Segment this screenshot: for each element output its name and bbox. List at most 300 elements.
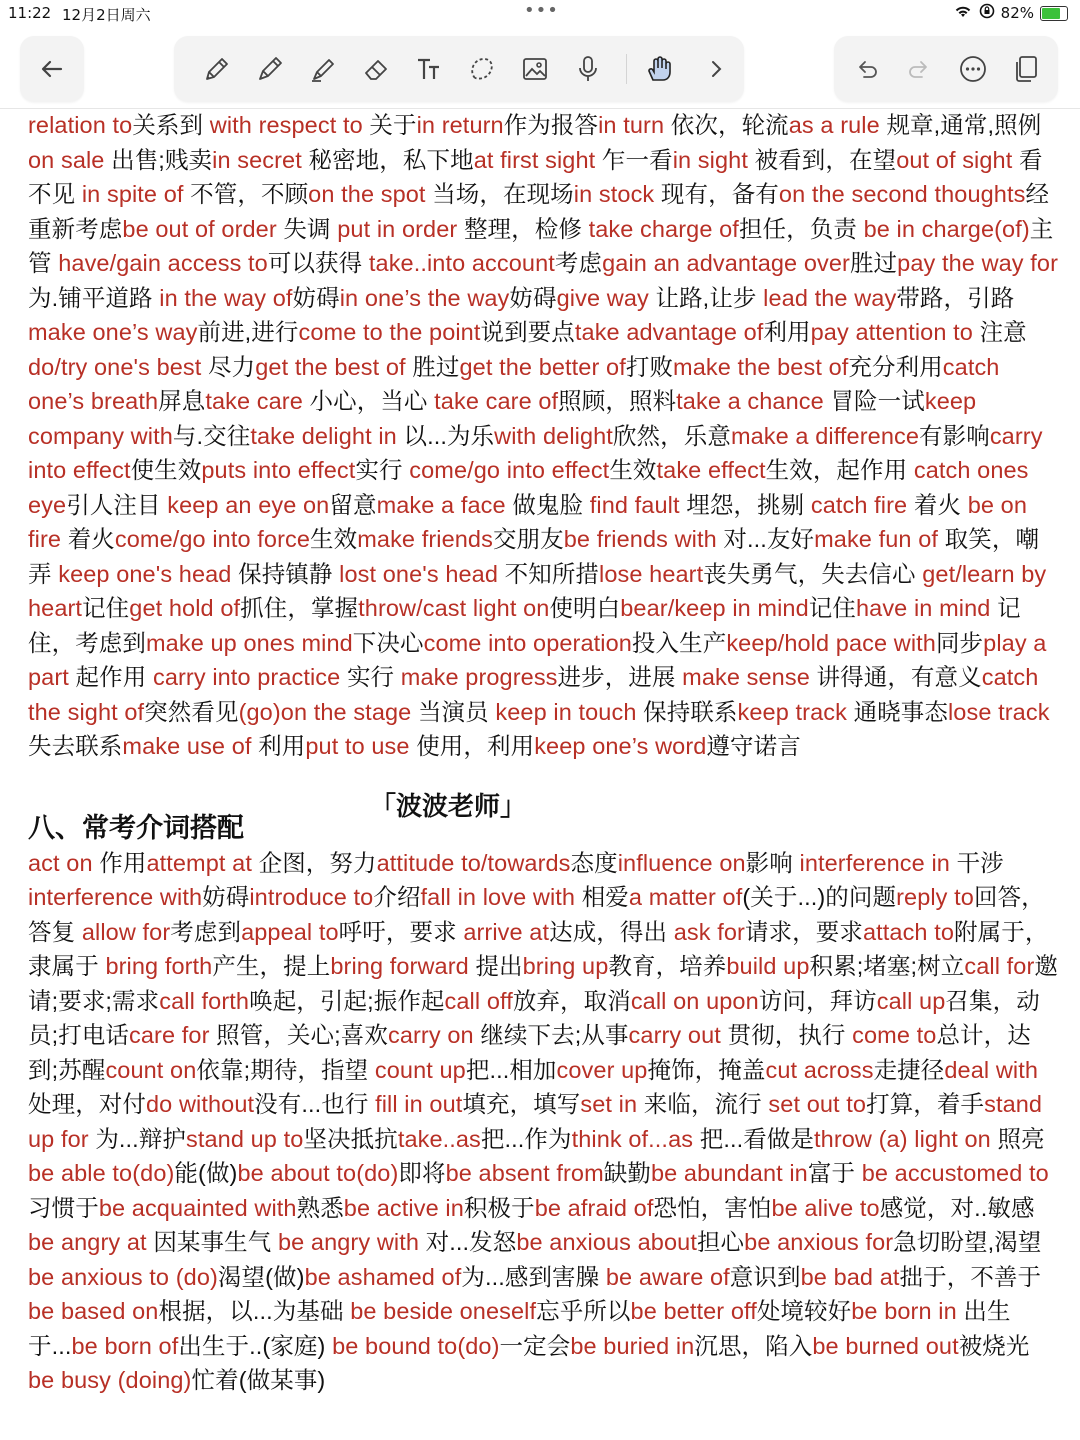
english-phrase: be able to(do) — [28, 1160, 175, 1186]
english-phrase: bring up — [522, 953, 609, 979]
english-phrase: make use of — [122, 733, 259, 759]
chinese-meaning: 保持镇静 — [238, 560, 340, 587]
author-signature: 「波波老师」 — [370, 791, 527, 822]
chinese-meaning: 胜过 — [412, 353, 460, 380]
chinese-meaning: 胜过 — [849, 250, 898, 276]
english-phrase: cut across — [765, 1056, 874, 1083]
english-phrase: be anxious to (do) — [28, 1263, 218, 1290]
english-phrase: be buried in — [570, 1332, 695, 1359]
english-phrase: be on fire — [28, 491, 1027, 552]
english-phrase: be based on — [28, 1298, 159, 1324]
eraser-icon[interactable] — [357, 50, 395, 88]
status-bar — [0, 0, 1080, 28]
chinese-meaning: 习惯于 — [28, 1194, 99, 1221]
english-phrase: as a rule — [788, 112, 887, 138]
chinese-meaning: 突然看见 — [144, 698, 239, 725]
english-phrase: keep an eye on — [167, 491, 330, 518]
chinese-meaning: 主管 — [28, 215, 1054, 276]
chinese-meaning: 交朋友 — [492, 526, 564, 552]
toolbar — [0, 36, 1080, 109]
chinese-meaning: 使用，利用 — [416, 733, 535, 759]
chinese-meaning: 没有...也行 — [254, 1091, 376, 1117]
english-phrase: deal with — [944, 1056, 1039, 1083]
english-phrase: stand up to — [186, 1125, 304, 1152]
chinese-meaning: 为.铺平道路 — [28, 284, 160, 311]
chinese-meaning: 召集，动员;打电话 — [28, 987, 1040, 1048]
chinese-meaning: 出生于... — [28, 1298, 1011, 1359]
chinese-meaning: 忘乎所以 — [536, 1298, 631, 1324]
chinese-meaning: 妨碍 — [292, 284, 340, 311]
english-phrase: keep/hold pace with — [726, 629, 936, 656]
chinese-meaning: 乍一看 — [601, 146, 673, 173]
chinese-meaning: 说到要点 — [480, 319, 575, 345]
english-phrase: lost one's head — [339, 560, 505, 587]
english-phrase: in turn — [598, 112, 671, 138]
english-phrase: do without — [146, 1091, 255, 1117]
chinese-meaning: 对...友好 — [723, 526, 815, 552]
english-phrase: introduce to — [249, 884, 374, 910]
english-phrase: catch ones eye — [28, 457, 1029, 518]
english-phrase: put in order — [337, 215, 464, 242]
chinese-meaning: 积极于 — [463, 1194, 535, 1221]
chinese-meaning: 引人注目 — [66, 491, 168, 518]
english-phrase: attach to — [862, 918, 955, 945]
chinese-meaning: 请求，要求 — [744, 918, 863, 945]
english-phrase: take advantage of — [574, 319, 764, 345]
chinese-meaning: 记住 — [808, 595, 856, 621]
english-phrase: think of...as — [571, 1125, 700, 1152]
chinese-meaning: 作用 — [99, 849, 147, 876]
chinese-meaning: 把...相加 — [465, 1056, 557, 1083]
chinese-meaning: 埋怨，挑剔 — [686, 491, 811, 518]
english-phrase: set out to — [768, 1091, 867, 1117]
english-phrase: carry into practice — [152, 664, 347, 690]
chinese-meaning: 让路,让步 — [655, 284, 764, 311]
chinese-meaning: 对...发怒 — [425, 1229, 517, 1255]
english-phrase: be active in — [343, 1194, 464, 1221]
chinese-meaning: 考虑到 — [170, 918, 242, 945]
english-phrase: make friends — [357, 526, 493, 552]
chinese-meaning: 经重新考虑 — [28, 181, 1050, 242]
redo-icon[interactable] — [900, 50, 938, 88]
english-phrase: call up — [876, 987, 946, 1014]
hand-icon[interactable] — [640, 50, 678, 88]
english-phrase: be born of — [71, 1332, 179, 1359]
chinese-meaning: 利用 — [763, 319, 811, 345]
chinese-meaning: 照管，关心;喜欢 — [216, 1022, 388, 1048]
chinese-meaning: 作为报答 — [503, 112, 599, 138]
chinese-meaning: 生效 — [609, 457, 657, 483]
chinese-meaning: 使明白 — [549, 595, 621, 621]
english-phrase: make the best of — [673, 353, 849, 380]
english-phrase: be abundant in — [650, 1160, 808, 1186]
section-heading: 八、常考介词搭配 — [28, 812, 244, 844]
chinese-meaning: 妨碍 — [509, 284, 557, 311]
english-phrase: call forth — [159, 987, 250, 1014]
english-phrase: be acquainted with — [98, 1194, 297, 1221]
chinese-meaning: 失去联系 — [28, 733, 123, 759]
toolbar-divider — [626, 54, 627, 84]
chinese-meaning: 产生，提上 — [212, 953, 331, 979]
chinese-meaning: 被看到，在望 — [754, 146, 897, 173]
chinese-meaning: 熟悉 — [296, 1194, 344, 1221]
chinese-meaning: 整理，检修 — [463, 215, 589, 242]
chinese-meaning: 取笑，嘲弄 — [28, 526, 1040, 587]
chinese-meaning: 相爱 — [581, 884, 629, 910]
text-icon[interactable] — [410, 50, 448, 88]
english-phrase: bear/keep in mind — [620, 595, 809, 621]
chinese-meaning: 丧失勇气，失去信心 — [703, 560, 923, 587]
chinese-meaning: 关于 — [369, 112, 417, 138]
chinese-meaning: 实行 — [346, 664, 401, 690]
english-phrase: come/go into force — [114, 526, 311, 552]
chinese-meaning: 下决心 — [352, 629, 424, 656]
chinese-meaning: 继续下去;从事 — [480, 1022, 629, 1048]
chinese-meaning: 感觉，对..敏感 — [879, 1194, 1035, 1221]
english-phrase: set in — [580, 1091, 644, 1117]
pages-icon[interactable] — [1007, 50, 1045, 88]
chinese-meaning: 投入生产 — [631, 629, 727, 656]
status-right — [953, 3, 1068, 23]
english-phrase: take care — [205, 388, 310, 414]
english-phrase: carry out — [628, 1022, 728, 1048]
multitasking-dots-icon[interactable]: ••• — [524, 0, 559, 21]
chinese-meaning: 为...辩护 — [95, 1125, 187, 1152]
chinese-meaning: 教育，培养 — [608, 953, 727, 979]
english-phrase: take..into account — [368, 250, 555, 276]
chinese-meaning: 意识到 — [729, 1263, 801, 1290]
chinese-meaning: 尽力 — [208, 353, 256, 380]
more-icon[interactable] — [954, 50, 992, 88]
english-phrase: be bad at — [800, 1263, 900, 1290]
chinese-meaning: 打算，着手 — [866, 1091, 985, 1117]
english-phrase: make a difference — [730, 422, 920, 449]
chinese-meaning: 前进,进行 — [197, 319, 299, 345]
english-phrase: do/try one's best — [28, 353, 209, 380]
chinese-meaning: 记住，考虑到 — [28, 595, 1021, 656]
chinese-meaning: 为...感到害臊 — [461, 1263, 606, 1290]
english-phrase: pay attention to — [810, 319, 980, 345]
chinese-meaning: 冒险一试 — [830, 388, 925, 414]
chinese-meaning: 实行 — [355, 457, 410, 483]
english-phrase: be friends with — [563, 526, 724, 552]
pencil-icon[interactable] — [198, 50, 236, 88]
chinese-meaning: 能(做) — [174, 1160, 238, 1186]
chinese-meaning: 达成，得出 — [549, 918, 674, 945]
english-phrase: cover up — [556, 1056, 648, 1083]
back-pill — [20, 36, 84, 102]
english-phrase: allow for — [81, 918, 171, 945]
english-phrase: be burned out — [812, 1332, 959, 1359]
chinese-meaning: 欣然，乐意 — [612, 422, 731, 449]
preposition-collocation-section — [28, 846, 1058, 1398]
chinese-meaning: 关系到 — [132, 112, 210, 138]
chinese-meaning: 记住 — [82, 595, 130, 621]
english-phrase: count up — [374, 1056, 466, 1083]
english-phrase: keep track — [737, 698, 854, 725]
english-phrase: carry on — [387, 1022, 481, 1048]
chinese-meaning: 积累;堵塞;树立 — [809, 953, 965, 979]
english-phrase: attempt at — [146, 849, 259, 876]
phrase-list-section — [28, 108, 1058, 764]
note-page[interactable] — [28, 108, 1058, 1398]
chinese-meaning: 访问，拜访 — [758, 987, 877, 1014]
english-phrase: catch the sight of — [28, 664, 1039, 725]
wifi-icon — [953, 3, 973, 23]
english-phrase: on sale — [28, 146, 112, 173]
english-phrase: count on — [105, 1056, 197, 1083]
english-phrase: pay the way for — [897, 250, 1059, 276]
chinese-meaning: 做鬼脸 — [512, 491, 590, 518]
english-phrase: play a part — [28, 629, 1047, 690]
english-phrase: take care of — [434, 388, 559, 414]
chinese-meaning: 留意 — [329, 491, 377, 518]
english-phrase: be angry at — [28, 1229, 154, 1255]
image-icon[interactable] — [516, 50, 554, 88]
english-phrase: find fault — [589, 491, 687, 518]
chinese-meaning: 即将 — [398, 1160, 446, 1186]
pen-icon[interactable] — [251, 50, 289, 88]
chinese-meaning: 担心 — [696, 1229, 745, 1255]
english-phrase: arrive at — [463, 918, 550, 945]
english-phrase: act on — [28, 849, 100, 876]
english-phrase: take..as — [397, 1125, 481, 1152]
english-phrase: keep one’s word — [534, 733, 707, 759]
english-phrase: lose track — [947, 698, 1050, 725]
english-phrase: out of sight — [896, 146, 1019, 173]
english-phrase: be in charge(of) — [863, 215, 1030, 242]
english-phrase: make fun of — [814, 526, 945, 552]
english-phrase: care for — [129, 1022, 217, 1048]
chinese-meaning: 提出 — [475, 953, 523, 979]
chinese-meaning: 放弃，取消 — [512, 987, 631, 1014]
chinese-meaning: 被烧光 — [958, 1332, 1030, 1359]
english-phrase: (go)on the stage — [238, 698, 418, 725]
chinese-meaning: 急切盼望,渴望 — [893, 1229, 1042, 1255]
chinese-meaning: 失调 — [283, 215, 338, 242]
chinese-meaning: 有影响 — [919, 422, 990, 449]
english-phrase: be absent from — [445, 1160, 604, 1186]
chinese-meaning: 规章,通常,照例 — [886, 112, 1042, 138]
english-phrase: be out of order — [122, 215, 284, 242]
english-phrase: in sight — [672, 146, 755, 173]
chinese-meaning: (关于...)的问题 — [742, 884, 897, 910]
chinese-meaning: 总计，达到;苏醒 — [28, 1022, 1031, 1083]
english-phrase: with delight — [494, 422, 613, 449]
english-phrase: call on upon — [630, 987, 759, 1014]
english-phrase: reply to — [896, 884, 974, 910]
english-phrase: relation to — [28, 112, 133, 138]
english-phrase: in one’s the way — [339, 284, 510, 311]
english-phrase: take effect — [656, 457, 766, 483]
english-phrase: be bound to(do) — [332, 1332, 500, 1359]
chinese-meaning: 生效 — [310, 526, 358, 552]
english-phrase: with respect to — [209, 112, 370, 138]
english-phrase: ask for — [673, 918, 745, 945]
chinese-meaning: 通晓事态 — [853, 698, 948, 725]
chinese-meaning: 渴望(做) — [217, 1263, 305, 1290]
chinese-meaning: 同步 — [935, 629, 984, 656]
english-phrase: come to the point — [298, 319, 481, 345]
chinese-meaning: 打败 — [625, 353, 674, 380]
chinese-meaning: 填充，填写 — [462, 1091, 581, 1117]
chinese-meaning: 妨碍 — [202, 884, 250, 910]
english-phrase: lead the way — [763, 284, 897, 311]
chinese-meaning: 回答，答复 — [28, 884, 1045, 945]
english-phrase: be busy (doing) — [28, 1367, 192, 1393]
english-phrase: make one’s way — [28, 319, 198, 345]
chinese-meaning: 沉思，陷入 — [694, 1332, 813, 1359]
chinese-meaning: 不知所措 — [504, 560, 600, 587]
english-phrase: interference in — [799, 849, 957, 876]
english-phrase: throw/cast light on — [358, 595, 550, 621]
english-phrase: on the second thoughts — [778, 181, 1026, 207]
english-phrase: lose heart — [599, 560, 704, 587]
english-phrase: come to — [852, 1022, 937, 1048]
english-phrase: in the way of — [159, 284, 293, 311]
undo-icon[interactable] — [848, 50, 886, 88]
chinese-meaning: 着火 — [913, 491, 968, 518]
chinese-meaning: 邀请;要求;需求 — [28, 953, 1058, 1014]
chinese-meaning: 附属于，隶属于 — [28, 918, 1049, 979]
highlighter-icon[interactable] — [304, 50, 342, 88]
english-phrase: come into operation — [423, 629, 632, 656]
chinese-meaning: 忙着(做某事) — [191, 1367, 326, 1393]
english-phrase: come/go into effect — [409, 457, 610, 483]
english-phrase: be ashamed of — [304, 1263, 462, 1290]
english-phrase: make sense — [682, 664, 817, 690]
chinese-meaning: 一定会 — [499, 1332, 571, 1359]
chinese-meaning: 充分利用 — [848, 353, 943, 380]
english-phrase: in return — [416, 112, 504, 138]
chinese-meaning: 缺勤 — [603, 1160, 651, 1186]
chinese-meaning: 态度 — [570, 849, 618, 876]
english-phrase: have in mind — [855, 595, 998, 621]
chinese-meaning: 遵守诺言 — [706, 733, 801, 759]
chinese-meaning: 拙于，不善于 — [899, 1263, 1042, 1290]
chinese-meaning: 来临，流行 — [643, 1091, 769, 1117]
chinese-meaning: 依靠;期待，指望 — [196, 1056, 375, 1083]
chinese-meaning: 恐怕，害怕 — [653, 1194, 772, 1221]
english-phrase: put to use — [305, 733, 417, 759]
english-phrase: be angry with — [277, 1229, 426, 1255]
english-phrase: on the spot — [308, 181, 433, 207]
english-phrase: fall in love with — [420, 884, 582, 910]
chinese-meaning: 利用 — [258, 733, 306, 759]
english-phrase: attitude to/towards — [376, 849, 571, 876]
chinese-meaning: 照顾，照料 — [558, 388, 677, 414]
chinese-meaning: 可以获得 — [267, 250, 369, 276]
chinese-meaning: 走捷径 — [873, 1056, 945, 1083]
chinese-meaning: 处理，对付 — [28, 1091, 146, 1117]
chinese-meaning: 进步，进展 — [557, 664, 683, 690]
chinese-meaning: 依次，轮流 — [670, 112, 789, 138]
chinese-meaning: 出生于..(家庭) — [178, 1332, 333, 1359]
chinese-meaning: 处境较好 — [756, 1298, 852, 1324]
status-time: 11:22 — [8, 4, 52, 22]
chinese-meaning: 注意 — [979, 319, 1027, 345]
english-phrase: bring forward — [330, 953, 476, 979]
status-date: 12月2日周六 — [62, 6, 151, 24]
english-phrase: get/learn by heart — [28, 560, 1047, 621]
chinese-meaning: 照亮 — [997, 1125, 1045, 1152]
orientation-lock-icon — [979, 3, 995, 23]
english-phrase: give way — [556, 284, 656, 311]
english-phrase: catch fire — [810, 491, 914, 518]
english-phrase: appeal to — [241, 918, 339, 945]
chinese-meaning: 掩饰，掩盖 — [647, 1056, 766, 1083]
chevron-right-icon[interactable] — [697, 50, 735, 88]
english-phrase: take charge of — [588, 215, 739, 242]
chinese-meaning: 以...为乐 — [403, 422, 495, 449]
chinese-meaning: 根据，以...为基础 — [158, 1298, 351, 1324]
english-phrase: gain an advantage over — [602, 250, 850, 276]
english-phrase: catch one’s breath — [28, 353, 1000, 414]
chinese-meaning: 着火 — [67, 526, 115, 552]
english-phrase: be born in — [851, 1298, 964, 1324]
chinese-meaning: 抓住，掌握 — [240, 595, 359, 621]
tools-pill — [174, 36, 744, 102]
microphone-icon[interactable] — [569, 50, 607, 88]
actions-pill — [834, 36, 1058, 102]
english-phrase: a matter of — [628, 884, 743, 910]
english-phrase: have/gain access to — [58, 250, 268, 276]
english-phrase: fill in out — [375, 1091, 463, 1117]
lasso-icon[interactable] — [463, 50, 501, 88]
english-phrase: throw (a) light on — [814, 1125, 998, 1152]
english-phrase: bring forth — [105, 953, 213, 979]
chinese-meaning: 贯彻，执行 — [727, 1022, 853, 1048]
english-phrase: be anxious for — [744, 1229, 894, 1255]
english-phrase: interference with — [28, 884, 203, 910]
english-phrase: be accustomed to — [861, 1160, 1049, 1186]
chinese-meaning: 看不见 — [28, 146, 1043, 207]
chinese-meaning: 屏息 — [158, 388, 206, 414]
chinese-meaning: 干涉 — [956, 849, 1004, 876]
arrow-left-icon[interactable] — [33, 50, 71, 88]
chinese-meaning: 把...作为 — [480, 1125, 572, 1152]
chinese-meaning: 讲得通，有意义 — [816, 664, 982, 690]
chinese-meaning: 企图，努力 — [258, 849, 377, 876]
chinese-meaning: 出售;贱卖 — [111, 146, 213, 173]
english-phrase: build up — [726, 953, 810, 979]
english-phrase: be about to(do) — [237, 1160, 399, 1186]
english-phrase: get the better of — [459, 353, 626, 380]
english-phrase: be afraid of — [534, 1194, 654, 1221]
english-phrase: puts into effect — [201, 457, 356, 483]
chinese-meaning: 小心，当心 — [309, 388, 435, 414]
chinese-meaning: 考虑 — [554, 250, 603, 276]
chinese-meaning: 与.交往 — [172, 422, 251, 449]
english-phrase: stand up for — [28, 1091, 1043, 1152]
chinese-meaning: 使生效 — [130, 457, 202, 483]
chinese-meaning: 影响 — [745, 849, 800, 876]
english-phrase: in stock — [573, 181, 661, 207]
battery-icon — [1040, 6, 1068, 21]
chinese-meaning: 秘密地，私下地 — [308, 146, 474, 173]
english-phrase: be beside oneself — [350, 1298, 537, 1324]
chinese-meaning: 坚决抵抗 — [303, 1125, 398, 1152]
english-phrase: call off — [444, 987, 513, 1014]
english-phrase: at first sight — [473, 146, 602, 173]
english-phrase: be better off — [630, 1298, 757, 1324]
english-phrase: make up ones mind — [146, 629, 353, 656]
english-phrase: get the best of — [255, 353, 413, 380]
chinese-meaning: 带路，引路 — [896, 284, 1015, 311]
chinese-meaning: 不管，不顾 — [190, 181, 309, 207]
english-phrase: in secret — [212, 146, 309, 173]
english-phrase: make a face — [376, 491, 513, 518]
